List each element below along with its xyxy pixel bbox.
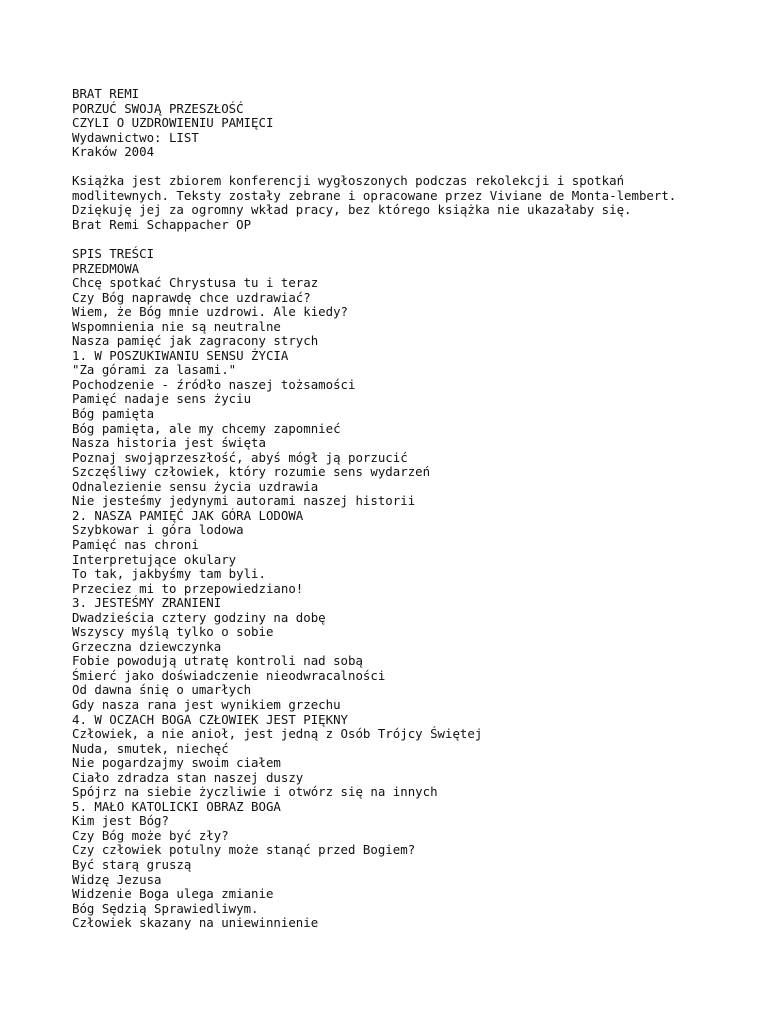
- intro-line: Dziękuję jej za ogromny wkład pracy, bez którego książka nie ukazałaby się.: [72, 202, 632, 218]
- toc-line: 3. JESTEŚMY ZRANIENI: [72, 595, 222, 611]
- toc-line: Gdy nasza rana jest wynikiem grzechu: [72, 696, 341, 712]
- toc-line: Być starą gruszą: [72, 856, 192, 872]
- toc-line: Nuda, smutek, niechęć: [72, 740, 229, 756]
- toc-line: Nie jesteśmy jedynymi autorami naszej historii: [72, 493, 416, 509]
- intro-line: Brat Remi Schappacher OP: [72, 216, 252, 232]
- toc-line: Od dawna śnię o umarłych: [72, 682, 252, 698]
- toc-line: 5. MAŁO KATOLICKI OBRAZ BOGA: [72, 798, 281, 814]
- intro-paragraph: [72, 174, 752, 232]
- header-line: Kraków 2004: [72, 144, 155, 160]
- toc-line: Szczęśliwy człowiek, który rozumie sens wydarzeń: [72, 464, 431, 480]
- toc-line: To tak, jakbyśmy tam byli.: [72, 566, 266, 582]
- book-header: [72, 87, 752, 160]
- toc-line: SPIS TREŚCI: [72, 246, 155, 262]
- toc-line: Pochodzenie - źródło naszej tożsamości: [72, 376, 356, 392]
- spacer: [72, 232, 752, 247]
- toc-line: 4. W OCZACH BOGA CZŁOWIEK JEST PIĘKNY: [72, 711, 349, 727]
- toc-line: Człowiek skazany na uniewinnienie: [72, 915, 319, 931]
- toc-line: Wspomnienia nie są neutralne: [72, 318, 281, 334]
- toc-line: Wszyscy myślą tylko o sobie: [72, 624, 274, 640]
- toc-line: Szybkowar i góra lodowa: [72, 522, 244, 538]
- toc-line: Czy człowiek potulny może stanąć przed Bogiem?: [72, 842, 416, 858]
- toc-line: Bóg Sędzią Sprawiedliwym.: [72, 900, 259, 916]
- toc-line: Widzenie Boga ulega zmianie: [72, 886, 274, 902]
- toc-line: Czy Bóg może być zły?: [72, 827, 229, 843]
- toc-line: Fobie powodują utratę kontroli nad sobą: [72, 653, 363, 669]
- toc-line: Bóg pamięta, ale my chcemy zapomnieć: [72, 420, 341, 436]
- intro-line: modlitewnych. Teksty zostały zebrane i opracowane przez Viviane de Monta-lembert.: [72, 187, 677, 203]
- toc-line: Widzę Jezusa: [72, 871, 162, 887]
- table-of-contents: [72, 247, 752, 931]
- toc-line: 1. W POSZUKIWANIU SENSU ŻYCIA: [72, 347, 289, 363]
- toc-line: Śmierć jako doświadczenie nieodwracalności: [72, 667, 386, 683]
- header-line: CZYLI O UZDROWIENIU PAMIĘCI: [72, 115, 274, 131]
- toc-line: 2. NASZA PAMIĘĆ JAK GÓRA LODOWA: [72, 507, 304, 523]
- toc-line: Przeciez mi to przepowiedziano!: [72, 580, 304, 596]
- toc-line: Nie pogardzajmy swoim ciałem: [72, 755, 281, 771]
- toc-line: PRZEDMOWA: [72, 260, 140, 276]
- toc-line: Poznaj swojąprzeszłość, abyś mógł ją porzucić: [72, 449, 408, 465]
- toc-line: Pamięć nadaje sens życiu: [72, 391, 252, 407]
- toc-line: Ciało zdradza stan naszej duszy: [72, 769, 304, 785]
- toc-line: Wiem, że Bóg mnie uzdrowi. Ale kiedy?: [72, 304, 349, 320]
- toc-line: Chcę spotkać Chrystusa tu i teraz: [72, 275, 319, 291]
- toc-line: Kim jest Bóg?: [72, 813, 169, 829]
- toc-line: Nasza pamięć jak zagracony strych: [72, 333, 319, 349]
- document-page: [72, 87, 752, 931]
- toc-line: Odnalezienie sensu życia uzdrawia: [72, 478, 319, 494]
- toc-line: Człowiek, a nie anioł, jest jedną z Osób Trójcy Świętej: [72, 726, 483, 742]
- spacer: [72, 160, 752, 175]
- toc-line: "Za górami za lasami.": [72, 362, 237, 378]
- toc-line: Spójrz na siebie życzliwie i otwórz się na innych: [72, 784, 438, 800]
- header-line: PORZUĆ SWOJĄ PRZESZŁOŚĆ: [72, 100, 244, 116]
- toc-line: Bóg pamięta: [72, 406, 155, 422]
- toc-line: Pamięć nas chroni: [72, 536, 199, 552]
- toc-line: Grzeczna dziewczynka: [72, 638, 222, 654]
- toc-line: Dwadzieścia cztery godziny na dobę: [72, 609, 326, 625]
- toc-line: Interpretujące okulary: [72, 551, 237, 567]
- toc-line: Czy Bóg naprawdę chce uzdrawiać?: [72, 289, 311, 305]
- intro-line: Książka jest zbiorem konferencji wygłoszonych podczas rekolekcji i spotkań: [72, 173, 625, 189]
- toc-line: Nasza historia jest święta: [72, 435, 266, 451]
- header-line: Wydawnictwo: LIST: [72, 129, 199, 145]
- header-line: BRAT REMI: [72, 86, 140, 101]
